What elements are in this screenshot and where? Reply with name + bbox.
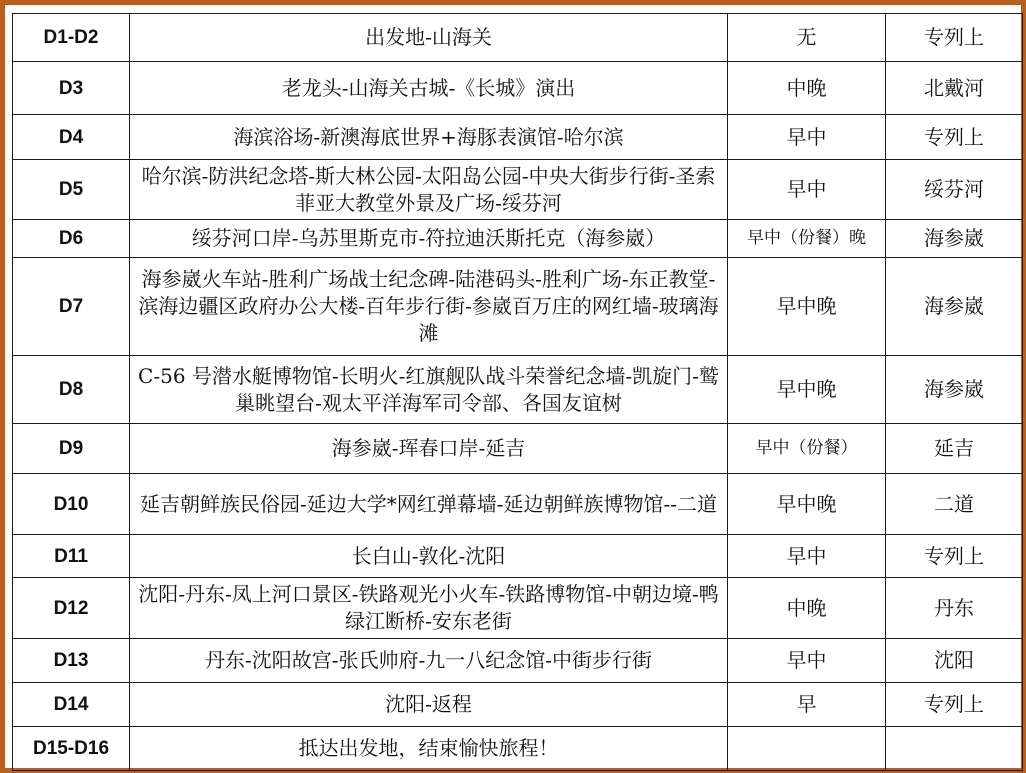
accommodation-cell: 丹东 bbox=[886, 578, 1023, 639]
day-cell: D5 bbox=[13, 160, 130, 220]
table-row bbox=[13, 160, 1023, 220]
table-row bbox=[13, 258, 1023, 356]
route-cell: 绥芬河口岸-乌苏里斯克市-符拉迪沃斯托克（海参崴） bbox=[130, 220, 728, 258]
day-cell: D7 bbox=[13, 258, 130, 356]
table-row bbox=[13, 14, 1023, 62]
day-cell: D10 bbox=[13, 474, 130, 535]
route-cell: 延吉朝鲜族民俗园-延边大学*网红弹幕墙-延边朝鲜族博物馆--二道 bbox=[130, 474, 728, 535]
day-cell: D15-D16 bbox=[13, 727, 130, 771]
meals-cell: 早中（份餐）晚 bbox=[728, 220, 886, 258]
route-cell: 海参崴-珲春口岸-延吉 bbox=[130, 424, 728, 474]
table-row bbox=[13, 356, 1023, 424]
accommodation-cell: 专列上 bbox=[886, 14, 1023, 62]
table-row bbox=[13, 62, 1023, 115]
route-cell: 沈阳-返程 bbox=[130, 683, 728, 727]
day-cell: D4 bbox=[13, 115, 130, 160]
day-cell: D9 bbox=[13, 424, 130, 474]
route-cell: 老龙头-山海关古城-《长城》演出 bbox=[130, 62, 728, 115]
route-cell: 抵达出发地，结束愉快旅程！ bbox=[130, 727, 728, 771]
day-cell: D6 bbox=[13, 220, 130, 258]
meals-cell bbox=[728, 727, 886, 771]
meals-cell: 无 bbox=[728, 14, 886, 62]
accommodation-cell: 海参崴 bbox=[886, 356, 1023, 424]
table-row bbox=[13, 639, 1023, 683]
table-row bbox=[13, 535, 1023, 578]
day-cell: D13 bbox=[13, 639, 130, 683]
accommodation-cell: 二道 bbox=[886, 474, 1023, 535]
table-row bbox=[13, 727, 1023, 771]
accommodation-cell: 专列上 bbox=[886, 115, 1023, 160]
accommodation-cell: 沈阳 bbox=[886, 639, 1023, 683]
day-cell: D1-D2 bbox=[13, 14, 130, 62]
day-cell: D3 bbox=[13, 62, 130, 115]
accommodation-cell: 绥芬河 bbox=[886, 160, 1023, 220]
route-cell: 长白山-敦化-沈阳 bbox=[130, 535, 728, 578]
route-cell: 海滨浴场-新澳海底世界+海豚表演馆-哈尔滨 bbox=[130, 115, 728, 160]
table-row bbox=[13, 683, 1023, 727]
day-cell: D11 bbox=[13, 535, 130, 578]
meals-cell: 中晚 bbox=[728, 578, 886, 639]
table-row bbox=[13, 220, 1023, 258]
route-cell: C-56 号潜水艇博物馆-长明火-红旗舰队战斗荣誉纪念墙-凯旋门-鹫巢眺望台-观太平洋海军司令部、各国友谊树 bbox=[130, 356, 728, 424]
route-cell: 海参崴火车站-胜利广场战士纪念碑-陆港码头-胜利广场-东正教堂-滨海边疆区政府办公大楼-百年步行街-参崴百万庄的网红墙-玻璃海滩 bbox=[130, 258, 728, 356]
meals-cell: 中晚 bbox=[728, 62, 886, 115]
meals-cell: 早 bbox=[728, 683, 886, 727]
route-cell: 沈阳-丹东-凤上河口景区-铁路观光小火车-铁路博物馆-中朝边境-鸭绿江断桥-安东老街 bbox=[130, 578, 728, 639]
itinerary-table bbox=[12, 13, 1023, 771]
meals-cell: 早中 bbox=[728, 115, 886, 160]
meals-cell: 早中晚 bbox=[728, 474, 886, 535]
accommodation-cell: 专列上 bbox=[886, 683, 1023, 727]
accommodation-cell bbox=[886, 727, 1023, 771]
table-row bbox=[13, 424, 1023, 474]
meals-cell: 早中（份餐） bbox=[728, 424, 886, 474]
route-cell: 出发地-山海关 bbox=[130, 14, 728, 62]
meals-cell: 早中 bbox=[728, 535, 886, 578]
meals-cell: 早中晚 bbox=[728, 356, 886, 424]
accommodation-cell: 海参崴 bbox=[886, 258, 1023, 356]
meals-cell: 早中 bbox=[728, 160, 886, 220]
table-row bbox=[13, 474, 1023, 535]
day-cell: D12 bbox=[13, 578, 130, 639]
route-cell: 丹东-沈阳故宫-张氏帅府-九一八纪念馆-中街步行街 bbox=[130, 639, 728, 683]
table-row bbox=[13, 578, 1023, 639]
accommodation-cell: 海参崴 bbox=[886, 220, 1023, 258]
accommodation-cell: 延吉 bbox=[886, 424, 1023, 474]
accommodation-cell: 北戴河 bbox=[886, 62, 1023, 115]
day-cell: D14 bbox=[13, 683, 130, 727]
table-row bbox=[13, 115, 1023, 160]
accommodation-cell: 专列上 bbox=[886, 535, 1023, 578]
meals-cell: 早中 bbox=[728, 639, 886, 683]
day-cell: D8 bbox=[13, 356, 130, 424]
meals-cell: 早中晚 bbox=[728, 258, 886, 356]
route-cell: 哈尔滨-防洪纪念塔-斯大林公园-太阳岛公园-中央大街步行街-圣索菲亚大教堂外景及广场-绥芬河 bbox=[130, 160, 728, 220]
